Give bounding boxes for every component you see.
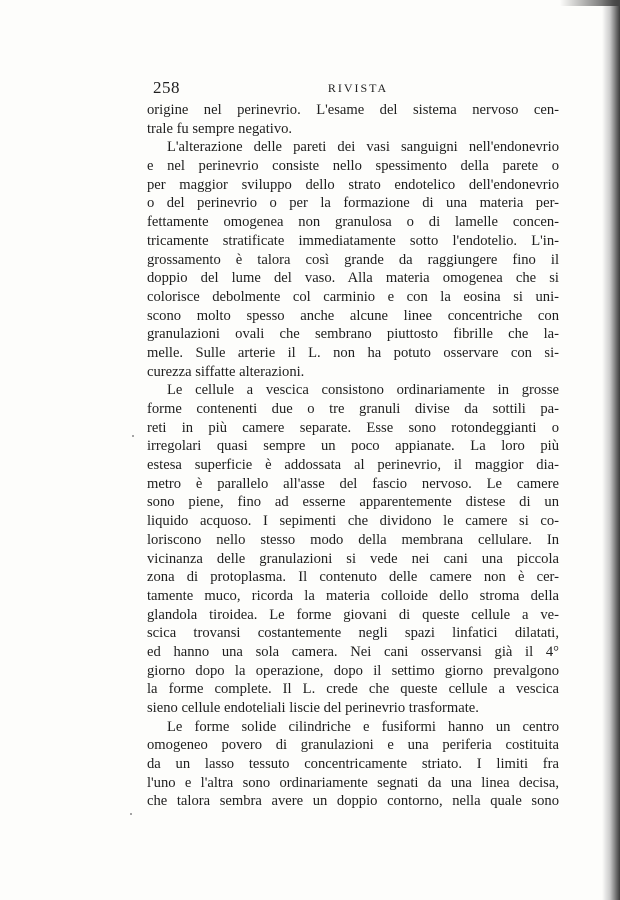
text-line: sono piene, fino ad esserne apparentemente distese di un [147,494,559,511]
text-line: scono molto spesso anche alcune linee concentriche con [147,307,559,324]
text-line: fettamente omogenea non granulosa o di lamelle concen- [147,214,559,231]
text-line: estesa superficie è addossata al perinevrio, il maggior dia- [147,457,559,474]
scan-speck [132,435,134,437]
text-line: Le cellule a vescica consistono ordinariamente in grosse [167,382,559,399]
text-line: omogeneo povero di granulazioni e una periferia costituita [147,737,559,754]
body-text [147,101,559,811]
text-line: ed hanno una sola camera. Nei cani osservansi già il 4° [147,643,559,660]
text-line: Le forme solide cilindriche e fusiformi hanno un centro [167,718,559,735]
text-line: e nel perinevrio consiste nello spessimento della parete o [147,158,559,175]
text-line: liquido acquoso. I sepimenti che dividono le camere si co- [147,513,559,530]
text-line: tamente muco, ricorda la materia colloide dello stroma della [147,587,559,604]
text-line: vicinanza delle granulazioni si vede nei cani una piccola [147,550,559,567]
text-line: da un lasso tessuto concentricamente striato. I limiti fra [147,756,559,773]
scan-corner-shadow [560,0,620,6]
text-line: sieno cellule endoteliali liscie del perinevrio trasformate. [147,700,479,716]
text-line: giorno dopo la operazione, dopo il settimo giorno prevalgono [147,662,559,679]
text-line: forme contenenti due o tre granuli divise da sottili pa- [147,401,559,417]
text-line: l'uno e l'altra sono ordinariamente segnati da una linea decisa, [147,774,559,791]
page-number: 258 [153,78,180,97]
text-line: tricamente stratificate immediatamente sotto l'endotelio. L'in- [147,232,559,249]
page-header [153,78,563,100]
text-line: doppio del lume del vaso. Alla materia omogenea che si [147,270,559,287]
text-line: curezza siffatte alterazioni. [147,363,305,380]
text-line: zona di protoplasma. Il contenuto delle camere non è cer- [147,569,559,586]
text-line: loriscono nello stesso modo della membrana cellulare. In [147,531,559,548]
text-line: per maggior sviluppo dello strato endotelico dell'endonevrio [147,176,559,193]
text-line: grossamento è talora così grande da raggiungere fino il [147,251,559,268]
text-line: irregolari quasi sempre un poco appianate. La loro più [147,438,559,455]
text-line: trale fu sempre negativo. [147,120,293,137]
scan-speck [130,813,132,815]
text-line: origine nel perinevrio. L'esame del sistema nervoso cen- [147,102,559,118]
text-line: la forme complete. Il L. crede che queste cellule a vescica [147,681,559,698]
text-line: reti in più camere separate. Esse sono rotondeggianti o [147,419,559,436]
running-head: RIVISTA [327,81,389,95]
text-line: colorisce debolmente col carminio e con la eosina si uni- [147,288,559,305]
text-line: glandola tiroidea. Le forme giovani di queste cellule a ve- [147,606,559,623]
text-line: granulazioni ovali che sembrano piuttosto fibrille che la- [147,326,559,343]
text-line: metro è parallelo all'asse del fascio nervoso. Le camere [147,475,559,492]
scan-edge-shadow [602,0,620,900]
text-line: melle. Sulle arterie il L. non ha potuto osservare con si- [147,344,559,361]
text-line: scica trovansi costantemente negli spazi linfatici dilatati, [147,625,559,642]
text-line: che talora sembra avere un doppio contorno, nella quale sono [147,793,559,810]
text-line: L'alterazione delle pareti dei vasi sanguigni nell'endonevrio [167,139,559,156]
text-line: o del perinevrio o per la formazione di una materia per- [147,195,559,212]
